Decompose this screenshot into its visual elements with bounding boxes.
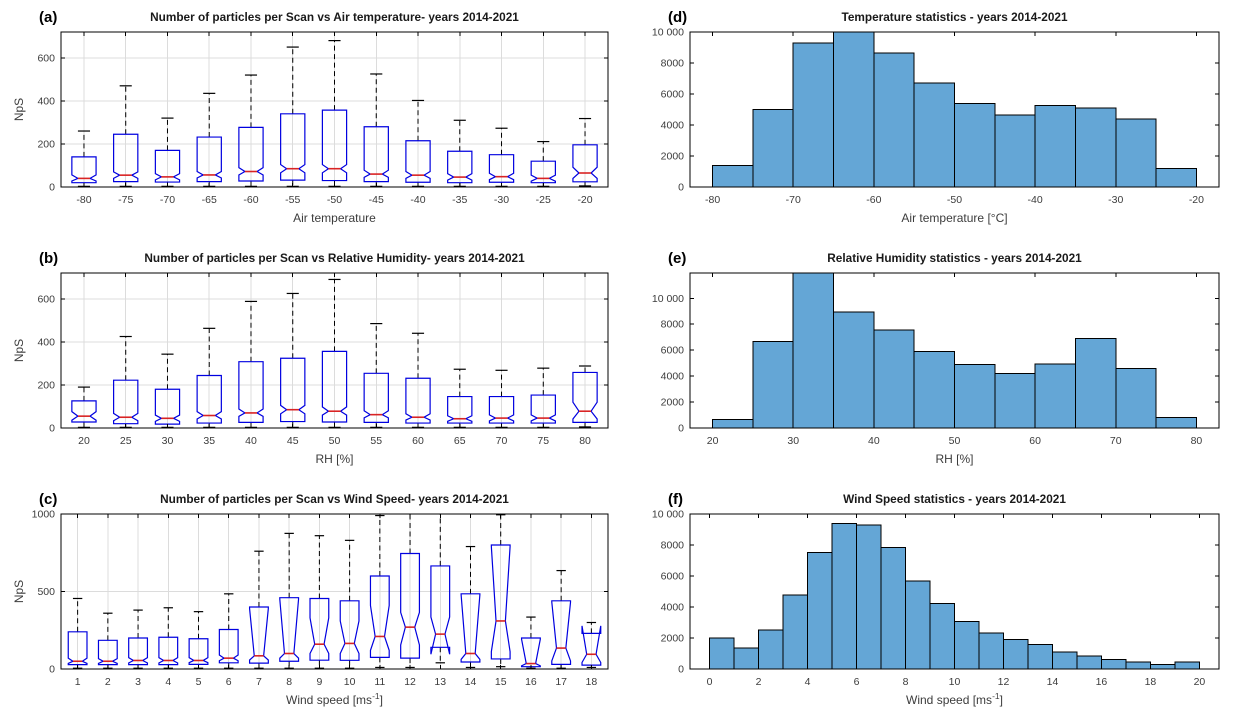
x-tick-label: 2 xyxy=(755,676,762,688)
x-tick-label: -65 xyxy=(201,194,217,206)
hist-bar xyxy=(753,110,793,188)
subplot-f-histogram-wind-speed xyxy=(616,482,1233,723)
x-tick-label: -40 xyxy=(410,194,426,206)
y-tick-label: 400 xyxy=(37,336,55,349)
x-tick-label: 80 xyxy=(579,435,591,447)
y-tick-label: 0 xyxy=(678,663,684,676)
subplot-a-xlabel: Air temperature xyxy=(293,211,376,225)
bars-group xyxy=(713,32,1197,187)
y-tick-label: 0 xyxy=(49,663,55,676)
x-tick-label: -60 xyxy=(243,194,259,206)
panel-label-a: (a) xyxy=(39,9,58,26)
x-tick-label: -55 xyxy=(285,194,301,206)
hist-bar xyxy=(1156,168,1196,187)
x-tick-label: 14 xyxy=(1046,676,1059,688)
y-tick-label: 6000 xyxy=(660,88,684,101)
x-tick-label: 13 xyxy=(434,676,447,688)
x-tick-label: 16 xyxy=(525,676,537,688)
hist-bar xyxy=(759,630,783,669)
x-tick-label: 70 xyxy=(495,435,508,447)
x-tick-label: -30 xyxy=(1108,194,1124,206)
x-tick-label: 6 xyxy=(225,676,232,688)
x-tick-label: -75 xyxy=(118,194,134,206)
y-tick-label: 2000 xyxy=(660,150,684,163)
hist-bar xyxy=(1075,339,1115,428)
panel-label-b: (b) xyxy=(39,250,59,267)
x-tick-label: -30 xyxy=(493,194,510,206)
hist-bar xyxy=(1116,368,1156,428)
x-tick-label: 18 xyxy=(1144,676,1157,688)
hist-bar xyxy=(793,43,833,187)
hist-bar xyxy=(753,342,793,428)
y-tick-label: 600 xyxy=(37,52,55,65)
hist-bar xyxy=(955,622,979,669)
hist-bar xyxy=(1035,106,1075,187)
x-tick-label: 5 xyxy=(195,676,202,688)
hist-bar xyxy=(1077,656,1101,669)
x-tick-label: 2 xyxy=(104,676,111,688)
x-tick-label: -60 xyxy=(866,194,882,206)
subplot-d-xlabel: Air temperature [°C] xyxy=(901,211,1008,225)
y-tick-label: 10 000 xyxy=(651,292,684,305)
x-tick-label: 75 xyxy=(537,435,550,447)
x-tick-label: 10 xyxy=(948,676,961,688)
x-tick-label: 45 xyxy=(286,435,299,447)
y-tick-label: 4000 xyxy=(660,601,684,614)
y-tick-label: 6000 xyxy=(660,570,684,583)
x-tick-label: -25 xyxy=(535,194,551,206)
x-tick-label: -35 xyxy=(452,194,468,206)
x-tick-label: 80 xyxy=(1190,435,1203,447)
hist-bar xyxy=(881,548,905,669)
y-tick-label: 200 xyxy=(37,138,55,151)
x-tick-label: -45 xyxy=(368,194,384,206)
hist-bar xyxy=(1126,662,1150,669)
x-tick-label: 11 xyxy=(374,676,386,688)
subplot-b-title: Number of particles per Scan vs Relative Humidity- years 2014-2021 xyxy=(144,251,525,265)
hist-bar xyxy=(1116,119,1156,187)
y-tick-label: 0 xyxy=(49,181,55,194)
y-tick-label: 4000 xyxy=(660,119,684,132)
subplot-a-title: Number of particles per Scan vs Air temperature- years 2014-2021 xyxy=(150,10,519,24)
x-tick-label: -50 xyxy=(326,194,343,206)
x-tick-label: -70 xyxy=(159,194,176,206)
hist-bar xyxy=(906,581,930,669)
x-tick-label: -70 xyxy=(785,194,801,206)
subplot-d-histogram-temperature xyxy=(616,0,1233,241)
subplot-c-ylabel: NpS xyxy=(12,579,26,604)
hist-bar xyxy=(914,351,954,428)
x-tick-label: 70 xyxy=(1109,435,1122,447)
subplot-f-xlabel: Wind speed $[ms^{-1}]$ xyxy=(906,691,1003,707)
x-tick-label: 50 xyxy=(948,435,961,447)
hist-bar xyxy=(995,374,1035,428)
x-tick-label: 20 xyxy=(706,435,719,447)
x-tick-label: 10 xyxy=(343,676,356,688)
hist-bar xyxy=(979,633,1003,669)
x-tick-label: 8 xyxy=(286,676,293,688)
subplot-e-title: Relative Humidity statistics - years 2014-2021 xyxy=(827,251,1082,265)
hist-bar xyxy=(1035,364,1075,428)
hist-bar xyxy=(832,523,856,669)
x-tick-label: 50 xyxy=(328,435,341,447)
subplot-e-xlabel: RH [%] xyxy=(935,452,974,466)
hist-bar xyxy=(1150,665,1174,669)
x-tick-label: -20 xyxy=(1188,194,1205,206)
hist-bar xyxy=(1101,660,1125,669)
y-tick-label: 6000 xyxy=(660,344,684,357)
y-tick-label: 400 xyxy=(37,95,55,108)
x-tick-label: 35 xyxy=(203,435,216,447)
y-tick-label: 2000 xyxy=(660,396,684,409)
y-tick-label: 600 xyxy=(37,293,55,306)
gridlines xyxy=(61,514,608,669)
subplot-b-boxplot-relative-humidity xyxy=(0,241,616,482)
subplot-b-ylabel: NpS xyxy=(12,338,26,363)
x-tick-label: 9 xyxy=(316,676,323,688)
panel-label-c: (c) xyxy=(39,491,58,508)
subplot-e-histogram-relative-humidity xyxy=(616,241,1233,482)
y-tick-label: 0 xyxy=(49,422,55,435)
hist-bar xyxy=(1052,652,1076,669)
hist-bar xyxy=(713,420,753,428)
y-tick-label: 8000 xyxy=(660,318,684,331)
panel-label-e: (e) xyxy=(668,250,687,267)
subplot-a-boxplot-air-temperature xyxy=(0,0,616,241)
bars-group xyxy=(713,273,1197,428)
y-tick-label: 1000 xyxy=(31,508,55,521)
subplot-b-xlabel: RH [%] xyxy=(315,452,354,466)
subplot-d-title: Temperature statistics - years 2014-2021 xyxy=(841,10,1068,24)
y-tick-label: 10 000 xyxy=(651,508,684,521)
x-tick-label: -20 xyxy=(577,194,593,206)
hist-bar xyxy=(834,312,874,428)
hist-bar xyxy=(834,32,874,187)
y-tick-label: 10 000 xyxy=(651,26,684,39)
x-tick-label: 0 xyxy=(706,676,713,688)
x-tick-label: 60 xyxy=(1029,435,1041,447)
hist-bar xyxy=(808,553,832,669)
hist-bar xyxy=(955,103,995,187)
x-tick-label: -40 xyxy=(1027,194,1043,206)
hist-bar xyxy=(914,83,954,187)
hist-bar xyxy=(874,330,914,428)
hist-bar xyxy=(734,648,758,669)
x-tick-label: 40 xyxy=(245,435,257,447)
x-tick-label: 20 xyxy=(78,435,90,447)
x-tick-label: 17 xyxy=(555,676,568,688)
x-tick-label: 55 xyxy=(370,435,383,447)
y-tick-label: 2000 xyxy=(660,632,684,645)
x-tick-label: 25 xyxy=(119,435,132,447)
hist-bar xyxy=(1003,640,1027,669)
subplot-c-title: Number of particles per Scan vs Wind Speed- years 2014-2021 xyxy=(160,492,509,506)
x-tick-label: -80 xyxy=(76,194,92,206)
hist-bar xyxy=(1075,108,1115,187)
y-tick-label: 8000 xyxy=(660,57,684,70)
x-tick-label: 30 xyxy=(161,435,174,447)
x-tick-label: 4 xyxy=(165,676,172,688)
bars-group xyxy=(710,523,1200,669)
hist-bar xyxy=(874,53,914,187)
x-tick-label: 8 xyxy=(902,676,909,688)
x-tick-label: 30 xyxy=(787,435,800,447)
y-tick-label: 8000 xyxy=(660,539,684,552)
hist-bar xyxy=(995,115,1035,187)
hist-bar xyxy=(857,525,881,669)
y-tick-label: 0 xyxy=(678,422,684,435)
subplot-c-xlabel: Wind speed $[ms^{-1}]$ xyxy=(286,691,383,707)
hist-bar xyxy=(1175,662,1199,669)
x-tick-label: 14 xyxy=(464,676,477,688)
x-tick-label: 18 xyxy=(585,676,598,688)
x-tick-label: 20 xyxy=(1193,676,1206,688)
hist-bar xyxy=(713,165,753,187)
hist-bar xyxy=(783,595,807,669)
y-tick-label: 0 xyxy=(678,181,684,194)
subplot-c-boxplot-wind-speed xyxy=(0,482,616,723)
y-tick-label: 500 xyxy=(37,586,55,598)
x-tick-label: 16 xyxy=(1095,676,1108,688)
hist-bar xyxy=(930,603,954,669)
subplot-a-ylabel: NpS xyxy=(12,97,26,122)
x-tick-label: 12 xyxy=(404,676,416,688)
panel-label-f: (f) xyxy=(668,491,683,508)
x-tick-label: 65 xyxy=(453,435,466,447)
hist-bar xyxy=(1156,417,1196,428)
x-tick-label: 3 xyxy=(135,676,141,688)
x-tick-label: 40 xyxy=(868,435,880,447)
hist-bar xyxy=(710,638,734,669)
x-tick-label: 12 xyxy=(997,676,1010,688)
x-tick-label: 1 xyxy=(74,676,81,688)
x-tick-label: 6 xyxy=(853,676,860,688)
x-tick-label: -80 xyxy=(704,194,721,206)
hist-bar xyxy=(793,273,833,428)
x-tick-label: -50 xyxy=(946,194,963,206)
hist-bar xyxy=(1028,645,1052,669)
y-tick-label: 4000 xyxy=(660,370,684,383)
subplot-f-title: Wind Speed statistics - years 2014-2021 xyxy=(843,492,1066,506)
x-tick-label: 7 xyxy=(256,676,262,688)
x-tick-label: 15 xyxy=(494,676,507,688)
x-tick-label: 60 xyxy=(412,435,424,447)
y-tick-label: 200 xyxy=(37,379,55,392)
hist-bar xyxy=(955,364,995,428)
panel-label-d: (d) xyxy=(668,9,688,26)
x-tick-label: 4 xyxy=(804,676,811,688)
